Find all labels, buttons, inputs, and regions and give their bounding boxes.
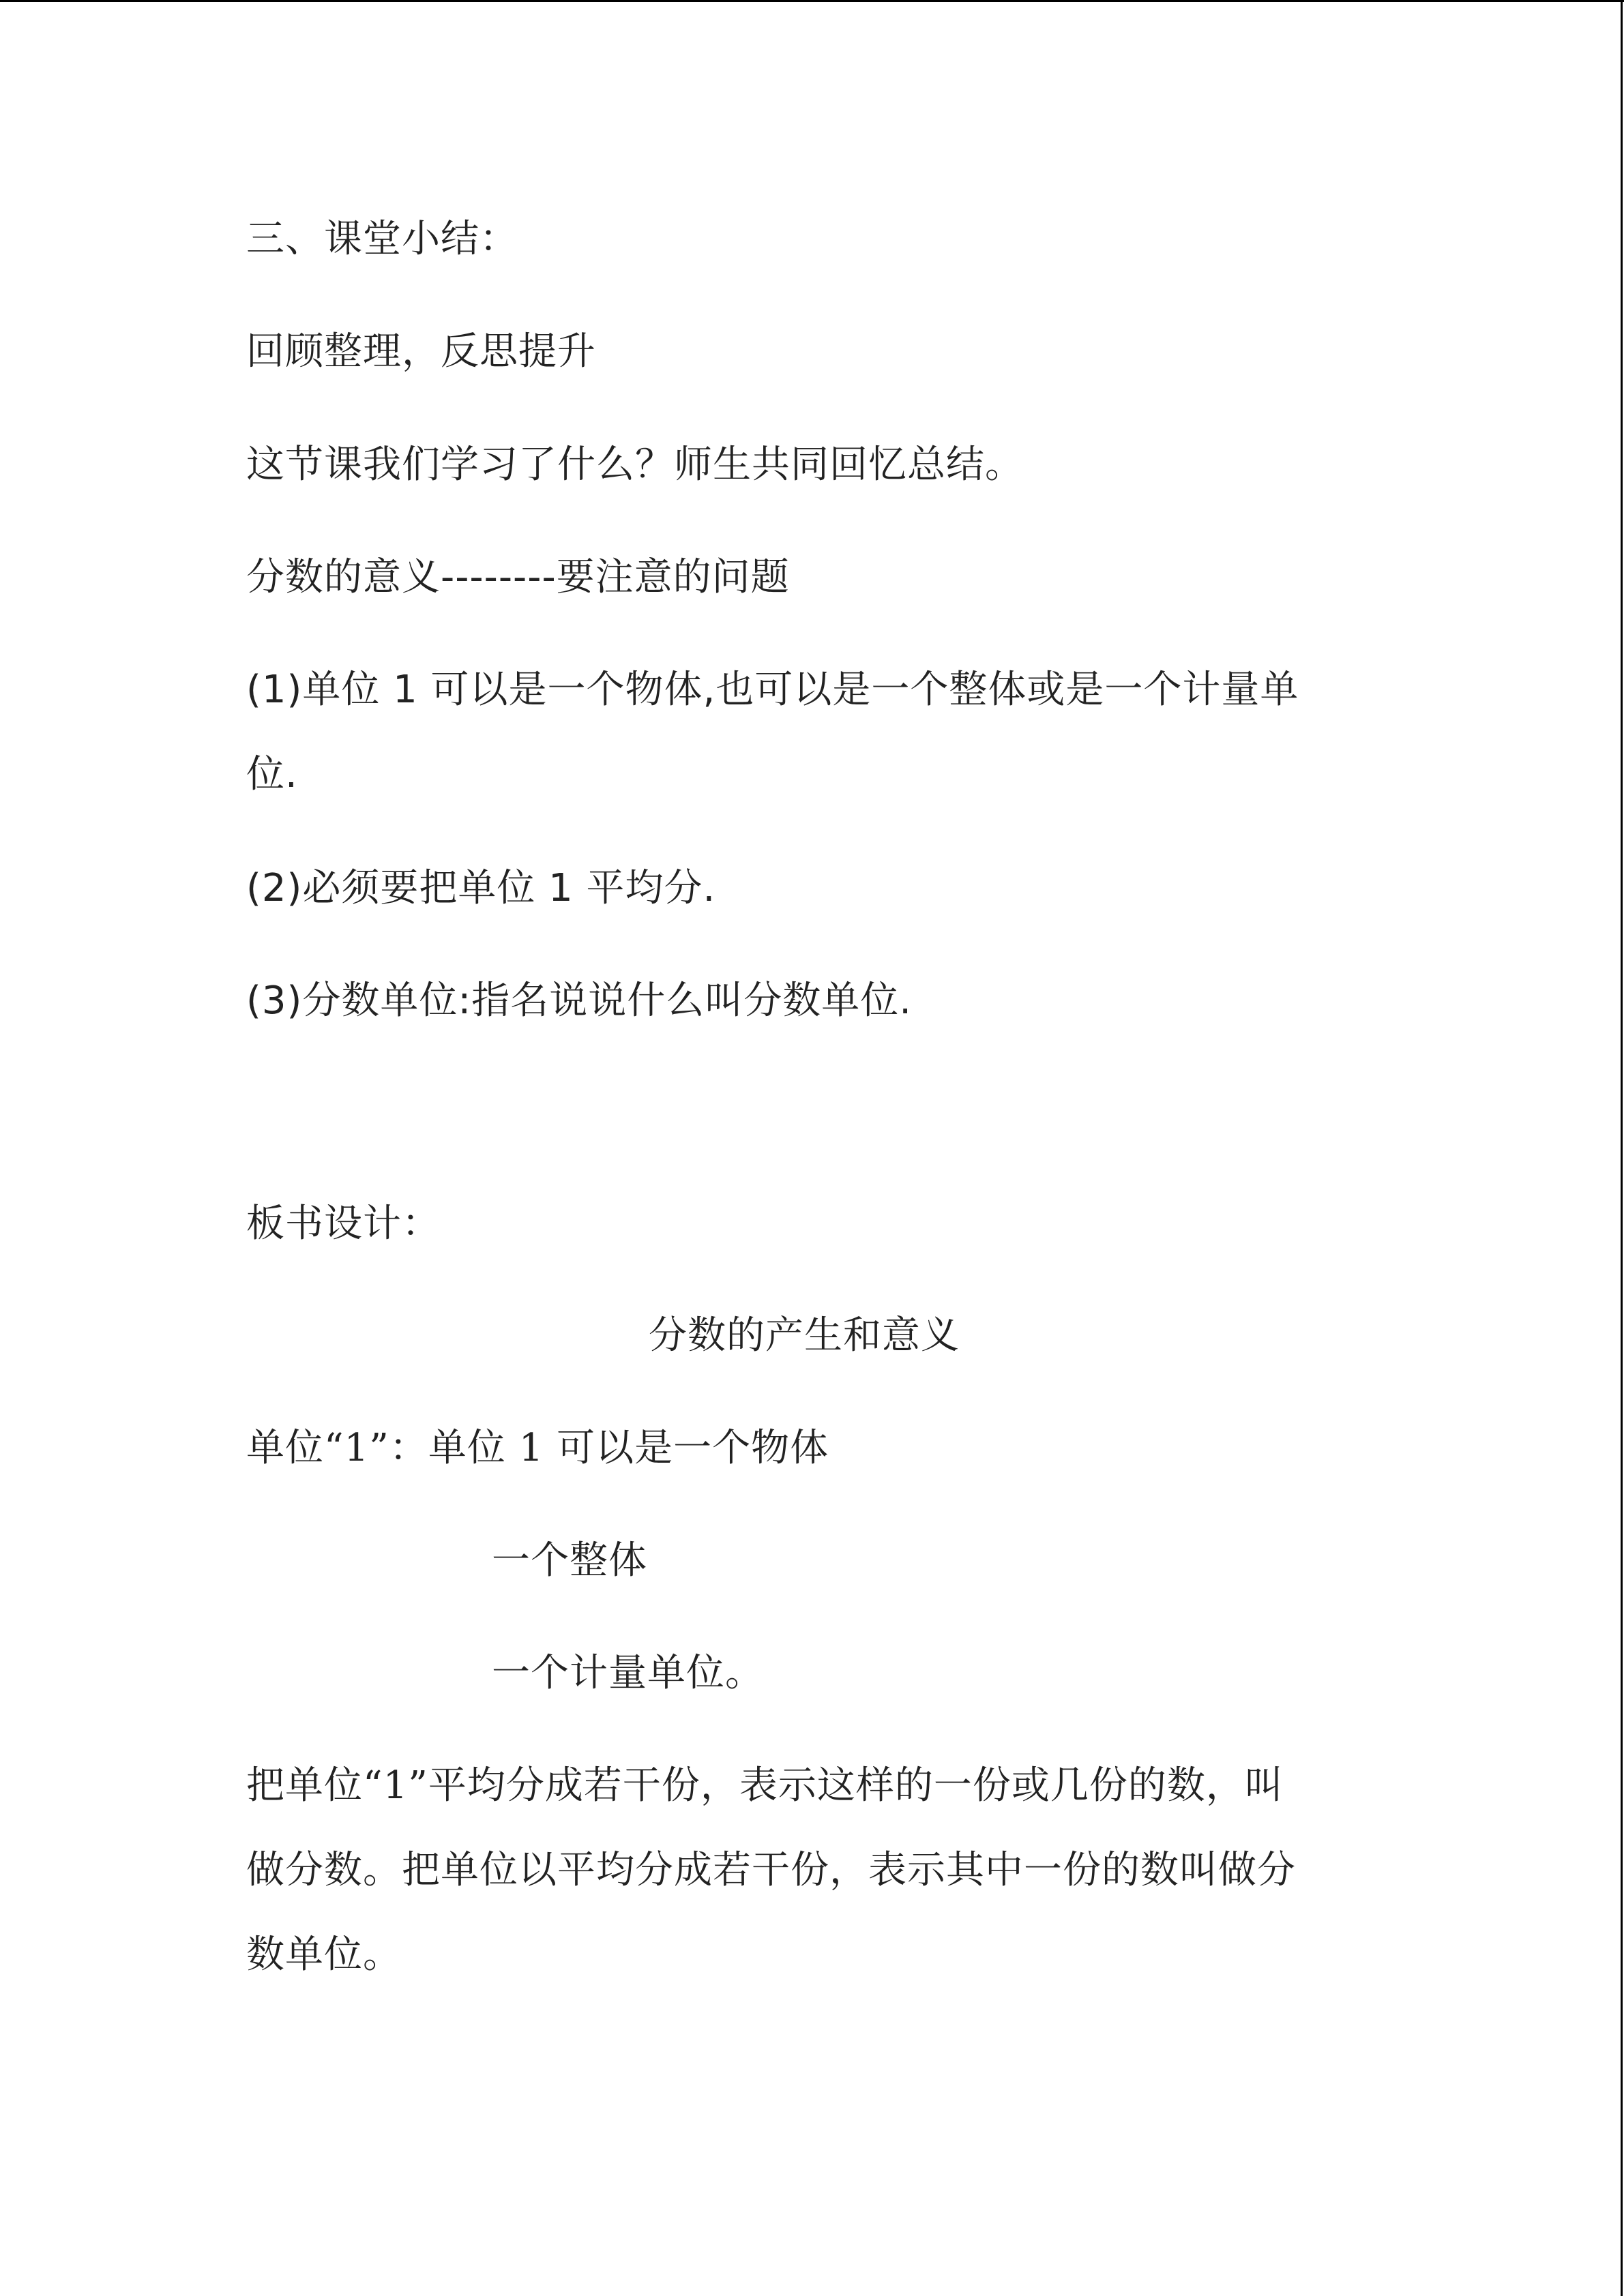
summary-point1-line1: (1)单位 1 可以是一个物体,也可以是一个整体或是一个计量单 — [246, 668, 1299, 712]
summary-topic: 分数的意义--------要注意的问题 — [246, 555, 790, 599]
page-top-border — [0, 0, 1624, 2]
board-unit-item-whole: 一个整体 — [492, 1538, 647, 1583]
board-definition-line3: 数单位。 — [246, 1933, 402, 1977]
board-unit-item-measure: 一个计量单位。 — [492, 1651, 764, 1695]
summary-heading: 三、课堂小结： — [246, 217, 518, 261]
summary-point1-line2: 位. — [246, 752, 298, 796]
board-heading: 板书设计： — [246, 1202, 441, 1246]
board-unit-line: 单位“1”：单位 1 可以是一个物体 — [246, 1426, 829, 1470]
summary-point2: (2)必须要把单位 1 平均分. — [246, 866, 716, 910]
board-definition-line1: 把单位“1”平均分成若干份，表示这样的一份或几份的数，叫 — [246, 1763, 1284, 1808]
board-definition-line2: 做分数。把单位以平均分成若干份，表示其中一份的数叫做分 — [246, 1848, 1296, 1892]
summary-review: 回顾整理，反思提升 — [246, 329, 596, 374]
page-right-border — [1621, 0, 1623, 2296]
summary-question: 这节课我们学习了什么？师生共同回忆总结。 — [246, 443, 1024, 487]
board-title: 分数的产生和意义 — [649, 1313, 960, 1358]
summary-point3: (3)分数单位:指名说说什么叫分数单位. — [246, 979, 912, 1023]
